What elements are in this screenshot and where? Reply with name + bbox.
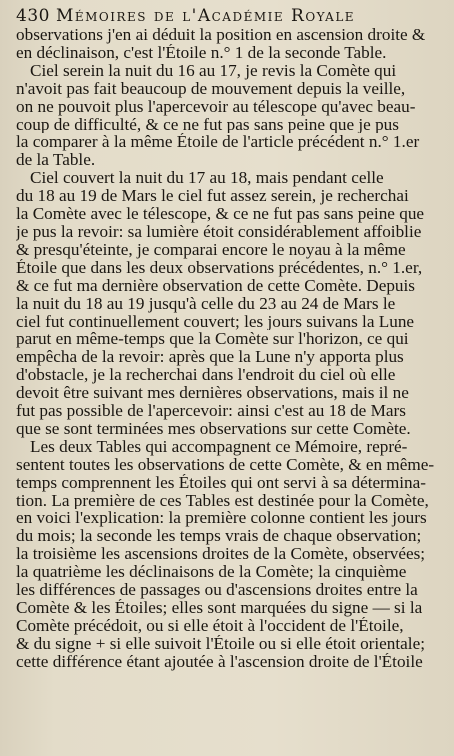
text-line: du mois; la seconde les temps vrais de chaque observation; [16, 527, 422, 546]
text-line: parut en même-temps que la Comète sur l'horizon, ce qui [16, 330, 409, 349]
paragraph [16, 26, 442, 62]
text-line: la quatrième les déclinaisons de la Comète; la cinquième [16, 563, 407, 582]
text-line: d'obstacle, je la recherchai dans l'endroit du ciel où elle [16, 366, 396, 385]
text-line: on ne pouvoit plus l'apercevoir au télescope qu'avec beau- [16, 97, 416, 116]
text-line: tion. La première de ces Tables est destinée pour la Comète, [16, 491, 429, 510]
text-line: n'avoit pas fait beaucoup de mouvement depuis la veille, [16, 79, 406, 98]
page-header [16, 6, 442, 26]
text-line: de la Table. [16, 151, 96, 170]
text-line: la Comète avec le télescope, & ce ne fut pas sans peine que [16, 205, 425, 223]
paragraph [16, 169, 442, 438]
text-line: Les deux Tables qui accompagnent ce Mémoire, repré- [30, 437, 408, 456]
text-line: les différences de passages ou d'ascensions droites entre la [16, 581, 418, 599]
text-line: Étoile que dans les deux observations précédentes, n.° 1.er, [16, 258, 423, 277]
body-text [16, 26, 442, 671]
text-line: & presqu'éteinte, je comparai encore le noyau à la même [16, 240, 406, 259]
text-line: Comète & les Étoiles; elles sont marquées du signe — si la [16, 599, 423, 617]
text-line: la comparer à la même Étoile de l'article précédent n.° 1.er [16, 133, 420, 152]
text-line: devoit être suivant mes dernières observations, mais il ne [16, 384, 409, 403]
text-line: en voici l'explication: la première colonne contient les jours [16, 509, 427, 528]
text-line: je pus la revoir: sa lumière étoit considérablement affoiblie [16, 222, 422, 241]
text-line: du 18 au 19 de Mars le ciel fut assez serein, je recherchai [16, 187, 409, 206]
text-line: & du signe + si elle suivoit l'Étoile ou si elle étoit orientale; [16, 634, 425, 653]
page-number: 430 [16, 6, 50, 26]
text-line: la nuit du 18 au 19 jusqu'à celle du 23 au 24 de Mars le [16, 294, 396, 313]
text-line: & ce fut ma dernière observation de cette Comète. Depuis [16, 276, 415, 295]
paragraph [16, 62, 442, 169]
text-line: empêcha de la revoir: après que la Lune n'y apporta plus [16, 348, 404, 367]
text-line: cette différence étant ajoutée à l'ascension droite de l'Étoile [16, 652, 423, 671]
text-line: sentent toutes les observations de cette Comète, & en même- [16, 455, 435, 474]
running-head: Mémoires de l'Académie Royale [55, 6, 356, 26]
text-line: coup de difficulté, & ce ne fut pas sans peine que je pus [16, 115, 399, 134]
text-line: que se sont terminées mes observations sur cette Comète. [16, 419, 411, 438]
text-line: Ciel couvert la nuit du 17 au 18, mais pendant celle [30, 169, 384, 188]
text-line: observations j'en ai déduit la position en ascension droite & [16, 26, 426, 44]
text-line: la troisième les ascensions droites de la Comète, observées; [16, 545, 426, 564]
text-line: en déclinaison, c'est l'Étoile n.° 1 de la seconde Table. [16, 43, 387, 62]
text-line: Comète précédoit, ou si elle étoit à l'occident de l'Étoile, [16, 616, 404, 635]
text-line: Ciel serein la nuit du 16 au 17, je revis la Comète qui [30, 61, 397, 80]
text-line: temps comprennent les Étoiles qui ont servi à sa détermina- [16, 473, 426, 492]
text-line: fut pas possible de l'apercevoir: ainsi c'est au 18 de Mars [16, 402, 406, 420]
text-line: ciel fut continuellement couvert; les jours suivans la Lune [16, 312, 415, 331]
paragraph [16, 438, 442, 671]
